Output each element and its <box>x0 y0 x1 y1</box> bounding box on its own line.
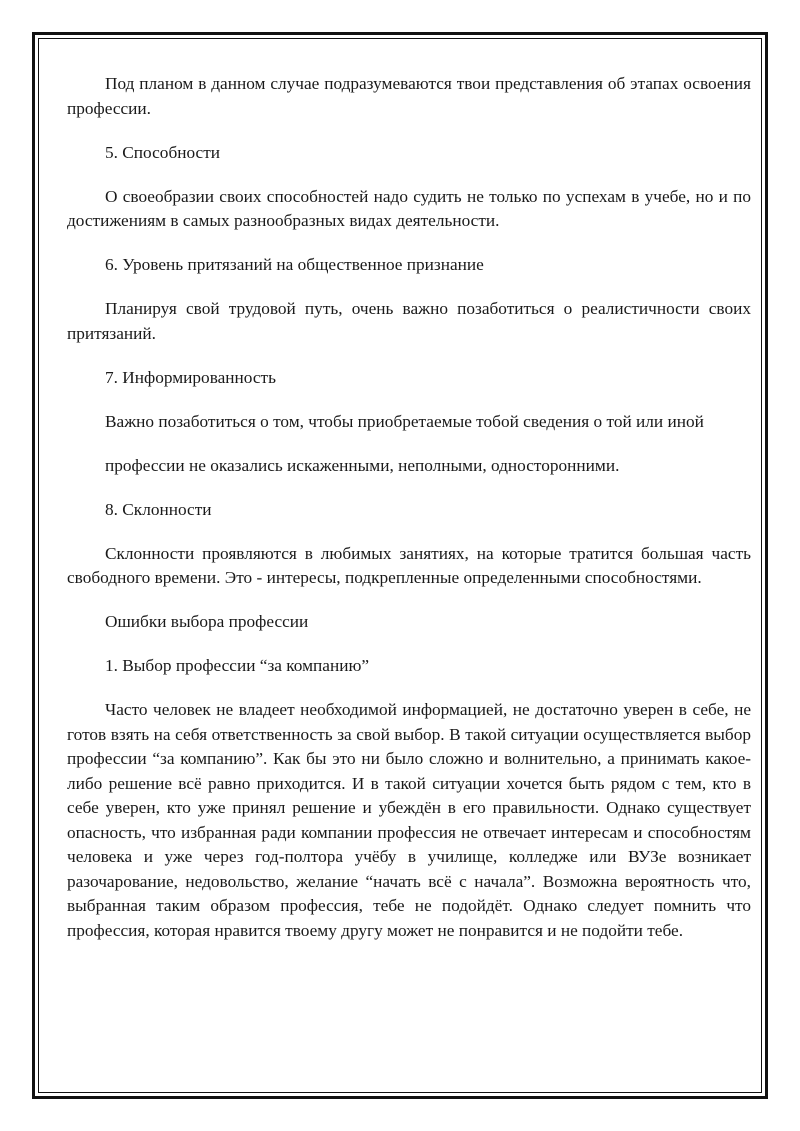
paragraph-inclinations: Склонности проявляются в любимых занятиях, на которые тратится большая часть свободного времени. Это - интересы, подкрепленные определенными способностями. <box>67 543 751 587</box>
heading-career-choice-mistakes: Ошибки выбора профессии <box>105 612 309 631</box>
heading-awareness: 7. Информированность <box>105 367 276 387</box>
paragraph-awareness-part2: профессии не оказались искаженными, неполными, односторонними. <box>105 455 620 475</box>
paragraph-choice-for-company: Часто человек не владеет необходимой информацией, не достаточно уверен в себе, не готов взять на себя ответственность за свой выбор. В такой ситуации осуществляется выбор профессии “за компанию”. Как бы это ни было сложно и волнительно, а принимать какое-либо решение всё равно приходится. И в такой ситуации хочется быть рядом с тем, кто в себе уверен, кто уже принял решение и убеждён в его правильности. Однако существует опасность, что избранная ради компании профессия не отвечает интересам и способностям человека и уже через год-полтора учёбу в училище, колледже или ВУЗе возникает разочарование, недовольство, желание “начать всё с начала”. Возможна вероятность что, выбранная таким образом профессия, тебе не подойдёт. Однако следует помнить что профессия, которая нравится твоему другу может не понравится и не подойти тебе. <box>67 700 751 940</box>
document-body <box>67 72 751 963</box>
heading-abilities: 5. Способности <box>105 142 221 162</box>
paragraph-aspiration-level: Планируя свой трудовой путь, очень важно позаботиться о реалистичности своих притязаний. <box>67 299 751 343</box>
heading-aspiration-level: 6. Уровень притязаний на общественное признание <box>105 255 484 274</box>
paragraph-awareness-part1: Важно позаботиться о том, чтобы приобретаемые тобой сведения о той или иной <box>105 411 704 431</box>
heading-choice-for-company: 1. Выбор профессии “за компанию” <box>105 656 370 675</box>
heading-inclinations: 8. Склонности <box>105 499 212 519</box>
paragraph-plan-description: Под планом в данном случае подразумеваются твои представления об этапах освоения профессии. <box>67 74 751 118</box>
paragraph-abilities: О своеобразии своих способностей надо судить не только по успехам в учебе, но и по достижениям в самых разнообразных видах деятельности. <box>67 186 751 230</box>
